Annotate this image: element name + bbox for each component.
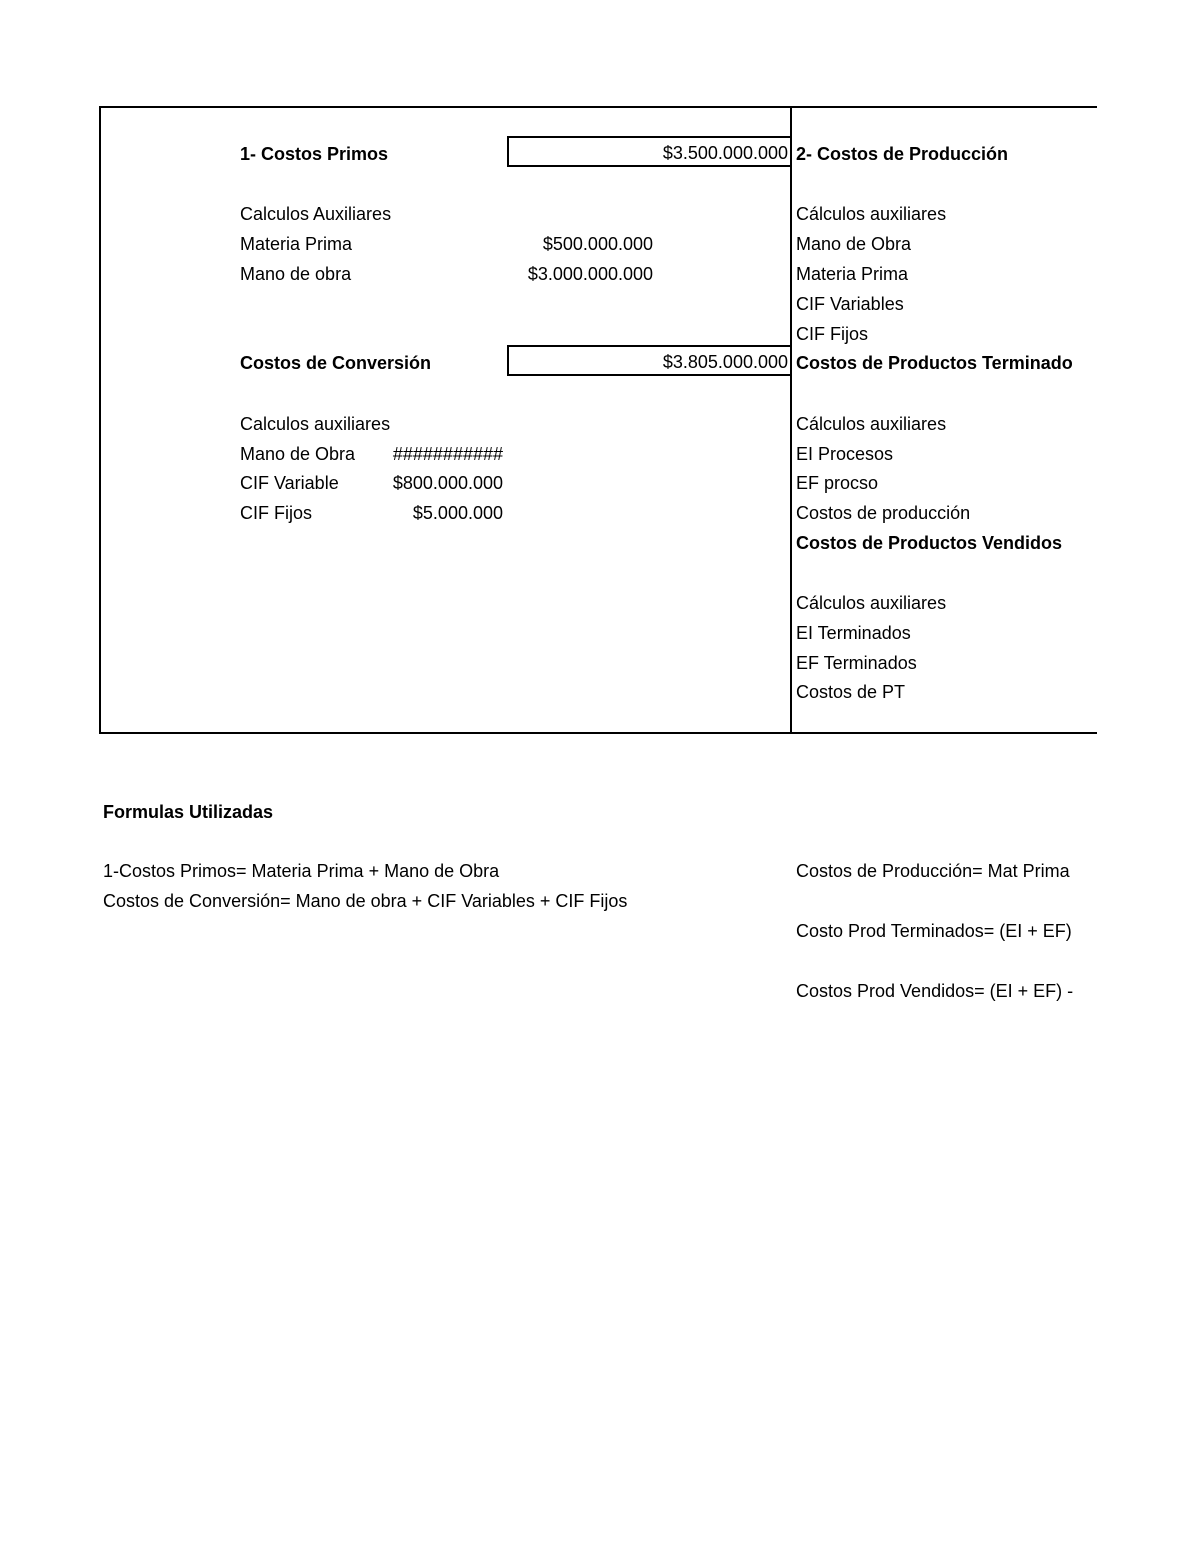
materia-prima-label: Materia Prima — [240, 234, 353, 254]
costos-produccion-title: 2- Costos de Producción — [796, 144, 1009, 164]
conv-cif-fijos-label: CIF Fijos — [240, 503, 312, 523]
vendidos-row-ei-terminados: EI Terminados — [796, 623, 911, 643]
mano-de-obra-label: Mano de obra — [240, 264, 352, 284]
terminados-row-ei-procesos: EI Procesos — [796, 444, 894, 464]
costos-primos-total-cell — [507, 136, 792, 167]
costos-primos-aux-label: Calculos Auxiliares — [240, 204, 392, 224]
produccion-row-cif-variables: CIF Variables — [796, 294, 904, 314]
vendidos-row-ef-terminados: EF Terminados — [796, 653, 917, 673]
mano-de-obra-value: $3.000.000.000 — [527, 264, 653, 284]
terminados-row-ef-procso: EF procso — [796, 473, 879, 493]
vendidos-aux-label: Cálculos auxiliares — [796, 593, 947, 613]
costos-primos-total: $3.500.000.000 — [662, 143, 788, 163]
formula-costos-produccion: Costos de Producción= Mat Prima — [796, 861, 1070, 881]
produccion-row-cif-fijos: CIF Fijos — [796, 324, 868, 344]
costos-primos-title: 1- Costos Primos — [240, 144, 389, 164]
materia-prima-value: $500.000.000 — [542, 234, 653, 254]
conv-cif-fijos-value: $5.000.000 — [412, 503, 503, 523]
conv-cif-variable-label: CIF Variable — [240, 473, 339, 493]
table-border-left — [99, 106, 101, 734]
productos-vendidos-title: Costos de Productos Vendidos — [796, 533, 1063, 553]
costos-conversion-aux-label: Calculos auxiliares — [240, 414, 391, 434]
produccion-row-mano-de-obra: Mano de Obra — [796, 234, 912, 254]
conv-mano-de-obra-label: Mano de Obra — [240, 444, 356, 464]
vendidos-row-costos-pt: Costos de PT — [796, 682, 906, 702]
terminados-row-costos-produccion: Costos de producción — [796, 503, 971, 523]
costos-conversion-total-cell — [507, 345, 792, 376]
produccion-aux-label: Cálculos auxiliares — [796, 204, 947, 224]
costos-conversion-total: $3.805.000.000 — [662, 352, 788, 372]
terminados-aux-label: Cálculos auxiliares — [796, 414, 947, 434]
formula-costo-prod-terminados: Costo Prod Terminados= (EI + EF) — [796, 921, 1072, 941]
column-divider — [790, 106, 792, 734]
table-border-bottom — [99, 732, 1097, 734]
conv-mano-de-obra-value: ########### — [392, 444, 503, 464]
formula-costos-primos: 1-Costos Primos= Materia Prima + Mano de Obra — [103, 861, 500, 881]
table-border-top — [99, 106, 1097, 108]
produccion-row-materia-prima: Materia Prima — [796, 264, 909, 284]
formula-costos-conversion: Costos de Conversión= Mano de obra + CIF Variables + CIF Fijos — [103, 891, 628, 911]
costos-conversion-title: Costos de Conversión — [240, 353, 432, 373]
conv-cif-variable-value: $800.000.000 — [392, 473, 503, 493]
productos-terminado-title: Costos de Productos Terminado — [796, 353, 1073, 373]
formula-costos-prod-vendidos: Costos Prod Vendidos= (EI + EF) - — [796, 981, 1074, 1001]
formulas-heading: Formulas Utilizadas — [103, 802, 274, 822]
